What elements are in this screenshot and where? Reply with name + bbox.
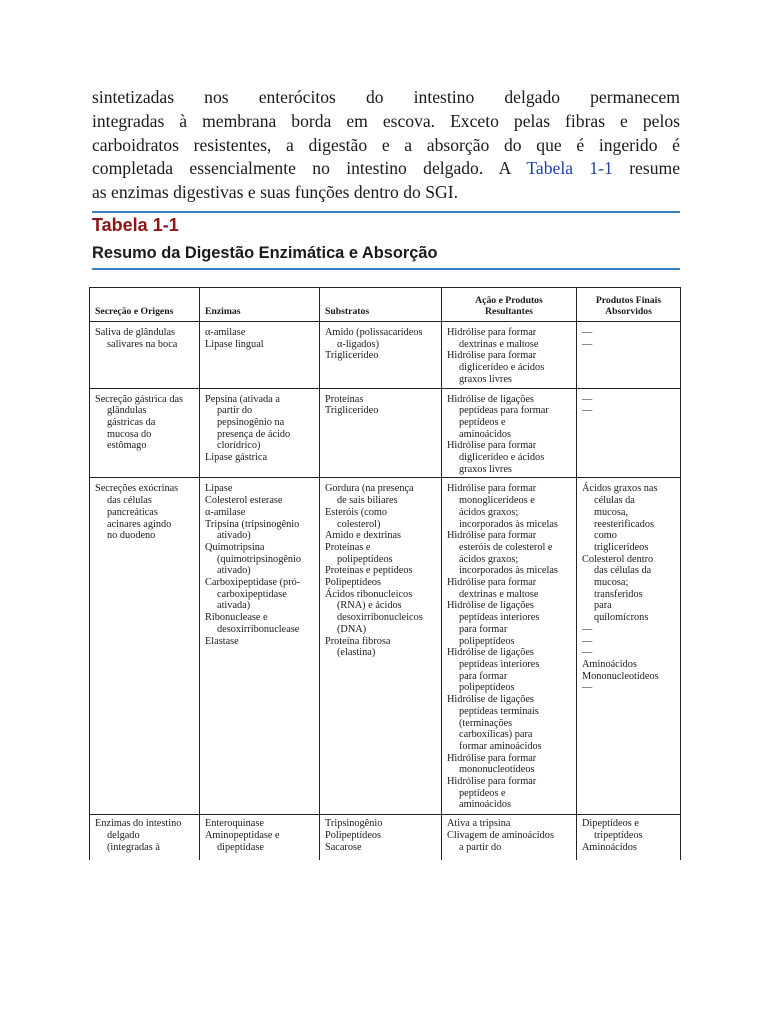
- table-cell: Tripsinogênio Polipeptídeos Sacarose: [320, 815, 442, 861]
- table-cell: Secreções exócrinas das células pancreáticas acinares agindo no duodeno: [90, 478, 200, 815]
- table-cell: Proteínas Triglicerídeo: [320, 388, 442, 478]
- intro-paragraph: [92, 86, 680, 205]
- table-reference-link[interactable]: Tabela 1-1: [526, 158, 613, 179]
- column-header: Ação e Produtos Resultantes: [442, 288, 577, 322]
- table-cell: — —: [577, 388, 681, 478]
- table-cell: Secreção gástrica das glândulas gástricas da mucosa do estômago: [90, 388, 200, 478]
- intro-line: integradas à membrana borda em escova. Exceto pelas fibras e pelos: [92, 110, 680, 131]
- table-cell: Dipeptídeos e tripeptídeos Aminoácidos: [577, 815, 681, 861]
- table-cell: — —: [577, 322, 681, 389]
- intro-line: carboidratos resistentes, a digestão e a absorção do que é ingerido é: [92, 134, 680, 155]
- bottom-rule: [92, 268, 680, 270]
- table-cell: Enzimas do intestino delgado (integradas à: [90, 815, 200, 861]
- table-cell: Enteroquinase Aminopeptidase e dipeptidase: [200, 815, 320, 861]
- table-cell: α-amilase Lipase lingual: [200, 322, 320, 389]
- table-header-row: [90, 288, 681, 322]
- table-cell: Hidrólise de ligações peptídeas para formar peptídeos e aminoácidos Hidrólise para formar diglicerídeo e ácidos graxos livres: [442, 388, 577, 478]
- intro-line: completada essencialmente no intestino delgado. A Tabela 1-1 resume: [92, 158, 680, 179]
- table-cell: Saliva de glândulas salivares na boca: [90, 322, 200, 389]
- digestion-summary-table: [89, 287, 681, 860]
- intro-line: sintetizadas nos enterócitos do intestino delgado permanecem: [92, 87, 680, 107]
- table-title: Resumo da Digestão Enzimática e Absorção: [92, 244, 438, 262]
- column-header: Secreção e Origens: [90, 288, 200, 322]
- table-cell: Hidrólise para formar dextrinas e maltose Hidrólise para formar diglicerídeo e ácidos graxos livres: [442, 322, 577, 389]
- table-cell: Pepsina (ativada a partir do pepsinogênio na presença de ácido clorídrico) Lipase gástrica: [200, 388, 320, 478]
- table-cell: Amido (polissacarídeos α-ligados) Triglicerídeo: [320, 322, 442, 389]
- table-cell: Gordura (na presença de sais biliares Esteróis (como colesterol) Amido e dextrinas Proteínas e polipeptídeos Proteínas e peptídeos Polipeptídeos Ácidos ribonucleicos (RNA) e ácidos desoxirribonucleicos (DNA) Proteína fibrosa (elastina): [320, 478, 442, 815]
- intro-line: as enzimas digestivas e suas funções dentro do SGI.: [92, 182, 458, 203]
- table-cell: Lipase Colesterol esterase α-amilase Tripsina (tripsinogênio ativado) Quimotripsina (quimotripsinogênio ativado) Carboxipeptidase (pró- carboxipeptidase ativada) Ribonuclease e desoxirribonuclease Elastase: [200, 478, 320, 815]
- column-header: Produtos Finais Absorvidos: [577, 288, 681, 322]
- table-number: Tabela 1-1: [92, 215, 179, 235]
- table-row: [90, 815, 681, 861]
- table-cell: Ativa a tripsina Clivagem de aminoácidos a partir do: [442, 815, 577, 861]
- table-row: [90, 388, 681, 478]
- table-row: [90, 322, 681, 389]
- table-cell: Ácidos graxos nas células da mucosa, reesterificados como triglicerídeos Colesterol dentro das células da mucosa; transferidos para quilomícrons — — — Aminoácidos Mononucleotídeos —: [577, 478, 681, 815]
- column-header: Enzimas: [200, 288, 320, 322]
- top-rule: [92, 211, 680, 213]
- column-header: Substratos: [320, 288, 442, 322]
- table-cell: Hidrólise para formar monoglicerídeos e ácidos graxos; incorporados às micelas Hidrólise para formar esteróis de colesterol e ácidos graxos; incorporados às micelas Hidrólise para formar dextrinas e maltose Hidrólise de ligações peptídeas interiores para formar polipeptídeos Hidrólise de ligações peptídeas interiores para formar polipeptídeos Hidrólise de ligações peptídeas terminais (terminações carboxílicas) para formar aminoácidos Hidrólise para formar mononucleotídeos Hidrólise para formar peptídeos e aminoácidos: [442, 478, 577, 815]
- table-row: [90, 478, 681, 815]
